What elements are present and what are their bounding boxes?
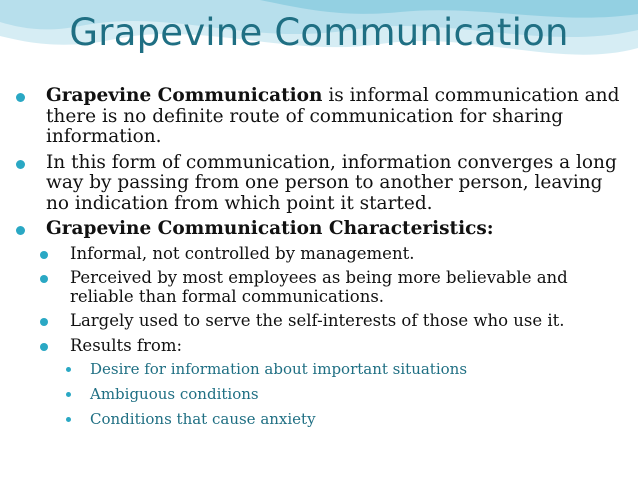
- bullet-bold-text: Grapevine Communication Characteristics:: [46, 218, 494, 239]
- characteristic-item: [14, 245, 626, 264]
- bullet-dot-icon: [66, 367, 71, 372]
- bullet-characteristics-heading: [14, 219, 626, 240]
- bullet-definition: [14, 86, 626, 148]
- characteristic-text: Informal, not controlled by management.: [70, 243, 415, 263]
- result-text: Conditions that cause anxiety: [90, 410, 316, 428]
- bullet-dot-icon: [40, 275, 48, 283]
- bullet-dot-icon: [16, 160, 25, 169]
- bullet-bold-text: Grapevine Communication: [46, 85, 323, 106]
- characteristic-text: Perceived by most employees as being more believable and reliable than formal communications.: [70, 268, 568, 306]
- bullet-dot-icon: [40, 251, 48, 259]
- result-text: Ambiguous conditions: [90, 385, 259, 403]
- bullet-information-flow: [14, 153, 626, 215]
- bullet-dot-icon: [40, 343, 48, 351]
- bullet-dot-icon: [66, 392, 71, 397]
- characteristic-item: [14, 312, 626, 331]
- slide-content: [14, 86, 626, 436]
- result-text: Desire for information about important situations: [90, 360, 468, 378]
- characteristic-item: [14, 269, 626, 306]
- characteristic-item: [14, 337, 626, 356]
- bullet-dot-icon: [16, 93, 25, 102]
- bullet-dot-icon: [16, 226, 25, 235]
- bullet-text: In this form of communication, information converges a long way by passing from one person to another person, leaving no indication from which point it started.: [46, 151, 617, 214]
- characteristic-text: Largely used to serve the self-interests of those who use it.: [70, 311, 565, 330]
- bullet-text: is informal communication and there is no definite route of communication for sharing information.: [46, 85, 620, 147]
- result-item: [14, 411, 626, 428]
- bullet-dot-icon: [66, 417, 71, 422]
- result-item: [14, 386, 626, 403]
- bullet-dot-icon: [40, 318, 48, 326]
- result-item: [14, 361, 626, 378]
- characteristic-text: Results from:: [70, 335, 183, 355]
- slide-title: Grapevine Communication: [69, 11, 569, 54]
